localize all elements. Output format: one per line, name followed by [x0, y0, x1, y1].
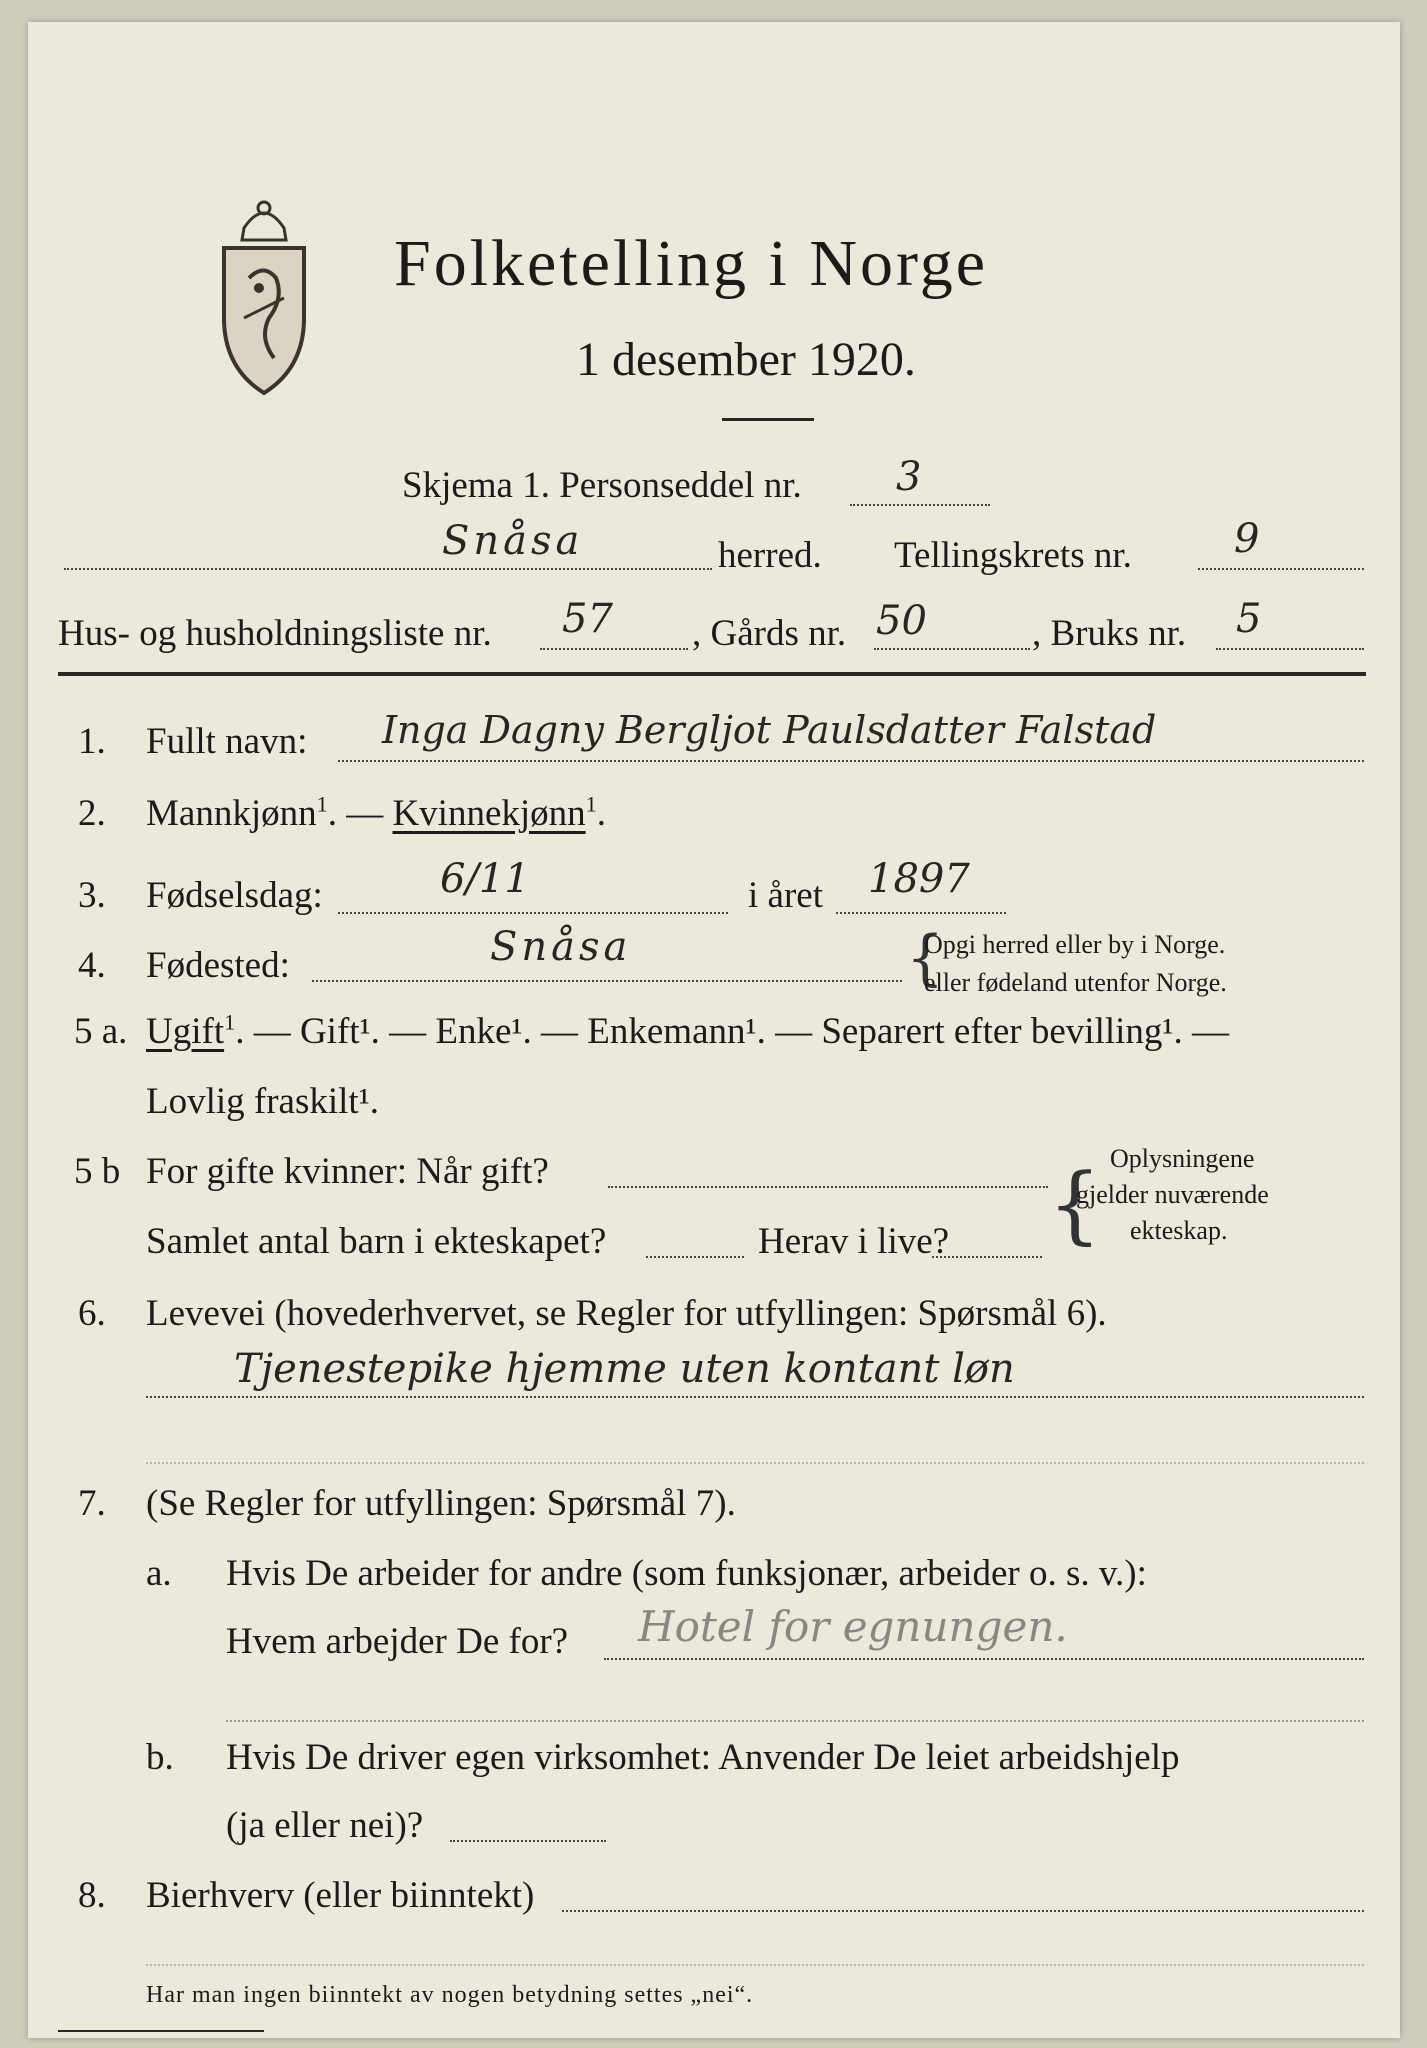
tellingskrets-value: 9: [1234, 516, 1260, 562]
q7a-text: Hvis De arbeider for andre (som funksjonær, arbeider o. s. v.):: [226, 1553, 1147, 1594]
herred-line: [64, 568, 712, 570]
gards-line: [874, 648, 1030, 650]
q4-number: 4.: [78, 945, 106, 986]
q2-end: .: [596, 793, 606, 834]
q7-label: (Se Regler for utfyllingen: Spørsmål 7).: [146, 1483, 736, 1524]
title-divider: [722, 418, 814, 421]
q8-number: 8.: [78, 1875, 106, 1916]
q7b-text: Hvis De driver egen virksomhet: Anvender De leiet arbeidshjelp: [226, 1737, 1180, 1778]
header-divider: [58, 672, 1366, 676]
q2-male: Mannkjønn: [146, 793, 317, 834]
q2-number: 2.: [78, 793, 106, 834]
form-title: Folketelling i Norge: [394, 227, 989, 300]
bruks-label: , Bruks nr.: [1032, 613, 1187, 654]
q3-label: Fødselsdag:: [146, 875, 323, 916]
q5b-line-1: [608, 1186, 1048, 1188]
q7-number: 7.: [78, 1483, 106, 1524]
q5b-label-2: Samlet antal barn i ekteskapet?: [146, 1221, 607, 1262]
q7a-value: Hotel for egnungen.: [638, 1602, 1068, 1651]
q3-number: 3.: [78, 875, 106, 916]
q2-text: [146, 792, 606, 835]
q5b-brace: {: [1048, 1155, 1102, 1253]
q5a-number: 5 a.: [74, 1011, 128, 1052]
q7a-letter: a.: [146, 1553, 172, 1594]
q7b-question: (ja eller nei)?: [226, 1805, 424, 1846]
q7a-question: Hvem arbejder De for?: [226, 1621, 569, 1662]
bruks-value: 5: [1236, 596, 1262, 642]
footer-note: Har man ingen biinntekt av nogen betydning settes „nei“.: [146, 1982, 754, 2008]
tellingskrets-line: [1198, 568, 1364, 570]
q5a-options: . — Gift¹. — Enke¹. — Enkemann¹. — Separert efter bevilling¹. —: [235, 1011, 1229, 1052]
gards-label: , Gårds nr.: [692, 613, 847, 654]
q8-line: [562, 1910, 1364, 1912]
q4-line: [312, 980, 902, 982]
q6-value: Tjenestepike hjemme uten kontant løn: [234, 1346, 1015, 1392]
q2-male-sup: 1: [316, 791, 328, 817]
q2-female: Kvinnekjønn: [392, 793, 586, 834]
q5a-text: [146, 1010, 1229, 1053]
q7a-line: [604, 1658, 1364, 1660]
q8-label: Bierhverv (eller biinntekt): [146, 1875, 535, 1916]
footer-divider: [58, 2030, 264, 2032]
q3-line: [338, 912, 728, 914]
q5a-ugift: Ugift: [146, 1011, 225, 1052]
q4-label: Fødested:: [146, 945, 290, 986]
q5a-ugift-sup: 1: [224, 1009, 236, 1035]
q5b-label-3: Herav i live?: [758, 1221, 950, 1262]
husliste-line: [540, 648, 688, 650]
q6-line-2: [146, 1462, 1364, 1464]
schema-number-value: 3: [896, 454, 922, 500]
husliste-label: Hus- og husholdningsliste nr.: [58, 613, 492, 654]
q8-line-2: [146, 1964, 1364, 1966]
q6-line: [146, 1396, 1364, 1398]
q3-year-line: [836, 912, 1006, 914]
q5b-note-3: ekteskap.: [1130, 1216, 1228, 1245]
q5b-label-1: For gifte kvinner: Når gift?: [146, 1151, 549, 1192]
coat-of-arms-icon: [214, 168, 314, 404]
tellingskrets-label: Tellingskrets nr.: [894, 535, 1132, 576]
schema-label: Skjema 1. Personseddel nr.: [402, 465, 802, 506]
q6-number: 6.: [78, 1293, 106, 1334]
q5b-note-2: gjelder nuværende: [1076, 1180, 1269, 1209]
schema-number-line: [850, 504, 990, 506]
q2-separator: . —: [327, 793, 393, 834]
q1-line: [338, 760, 1364, 762]
q7a-line-2: [226, 1720, 1364, 1722]
q4-brace: {: [906, 923, 945, 993]
q4-note-1: Opgi herred eller by i Norge.: [924, 930, 1226, 959]
bruks-line: [1216, 648, 1364, 650]
q1-number: 1.: [78, 721, 106, 762]
husliste-value: 57: [562, 596, 613, 642]
q4-note-2: eller fødeland utenfor Norge.: [924, 968, 1227, 997]
q7b-line: [450, 1840, 606, 1842]
q3-year-label: i året: [748, 875, 823, 916]
census-date: 1 desember 1920.: [576, 333, 916, 386]
q5b-number: 5 b: [74, 1151, 121, 1192]
q1-label: Fullt navn:: [146, 721, 308, 762]
q5b-line-3: [932, 1256, 1042, 1258]
q5b-note-1: Oplysningene: [1110, 1144, 1255, 1173]
q5a-line2: Lovlig fraskilt¹.: [146, 1081, 380, 1122]
q5b-line-2: [646, 1256, 744, 1258]
q6-label: Levevei (hovederhvervet, se Regler for utfyllingen: Spørsmål 6).: [146, 1293, 1107, 1334]
gards-value: 50: [876, 598, 927, 644]
q7b-letter: b.: [146, 1737, 174, 1778]
herred-label: herred.: [718, 535, 822, 576]
herred-value: Snåsa: [442, 518, 584, 564]
q1-value: Inga Dagny Bergljot Paulsdatter Falstad: [382, 708, 1157, 752]
census-form: [28, 22, 1400, 2038]
q4-value: Snåsa: [490, 924, 632, 970]
q2-female-sup: 1: [585, 791, 597, 817]
q3-year-value: 1897: [868, 856, 970, 902]
q3-value: 6/11: [440, 856, 530, 902]
